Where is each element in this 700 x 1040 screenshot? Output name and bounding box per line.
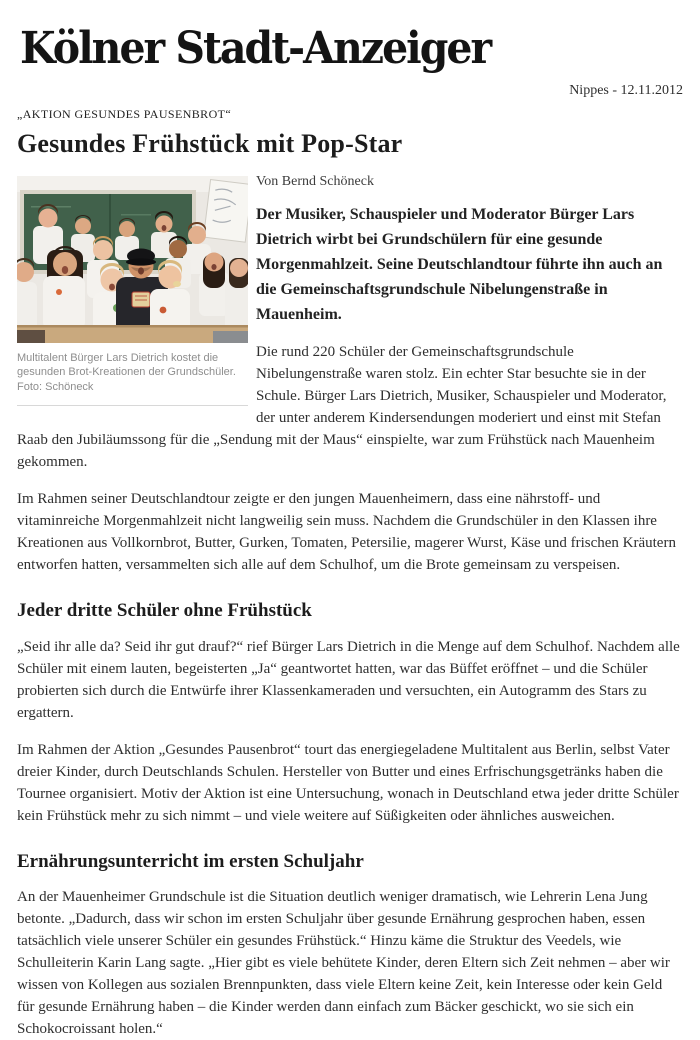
subheading-ernaehrungsunterricht: Ernährungsunterricht im ersten Schuljahr: [17, 850, 364, 872]
article-photo: [17, 176, 248, 343]
lead-paragraph: Der Musiker, Schauspieler und Moderator Bürger Lars Dietrich wirbt bei Grundschülern für eine gesunde Morgenmahlzeit. Seine Deutschlandtour führte ihn auch an die Gemeinschaftsgrundschule Nibelungenstraße in Mauenheim.: [256, 205, 663, 323]
kicker: „AKTION GESUNDES PAUSENBROT“: [17, 106, 232, 121]
byline: Von Bernd Schöneck: [256, 173, 374, 189]
classroom-photo-illustration: [17, 176, 248, 343]
article-figure: [17, 176, 248, 407]
paragraph: Die rund 220 Schüler der Gemeinschaftsgrundschule Nibelungenstraße waren stolz. Ein echter Star besuchte sie in der Schule. Bürger Lars Dietrich, Musiker, Schauspieler und Moderator, der unter anderem Kindersendungen moderiert und einst mit Stefan Raab den Jubiläumssong für die „Sendung mit der Maus“ einspielte, war zum Frühstück nach Mauenheim gekommen.: [17, 343, 667, 470]
photo-caption: Multitalent Bürger Lars Dietrich kostet die gesunden Brot-Kreationen der Grundschüler. Foto: Schöneck: [17, 351, 248, 407]
headline: Gesundes Frühstück mit Pop-Star: [17, 128, 403, 158]
subheading-jeder-dritte-schueler: Jeder dritte Schüler ohne Frühstück: [17, 599, 312, 621]
paragraph: „Seid ihr alle da? Seid ihr gut drauf?“ rief Bürger Lars Dietrich in die Menge auf dem Schulhof. Nachdem alle Schüler mit einem lauten, begeisterten „Ja“ geantwortet hatten, war das Büffet eröffnet – und die Schüler probierten sich durch die Entwürfe ihrer Klassenkameraden und versuchten, ein Autogramm des Stars zu ergattern.: [17, 638, 680, 721]
masthead-row: [17, 0, 683, 74]
dateline: Nippes - 12.11.2012: [569, 83, 683, 99]
paragraph: Im Rahmen seiner Deutschlandtour zeigte er den jungen Mauenheimern, dass eine nährstoff- und vitaminreiche Morgenmahlzeit nicht langweilig sein muss. Nachdem die Grundschüler in den Klassen ihre Kreationen aus Vollkornbrot, Butter, Gurken, Tomaten, Petersilie, magerer Wurst, Käse und frischen Kräutern entworfen hatten, versammelten sich alle auf dem Schulhof, um die Brote gemeinsam zu verspeisen.: [17, 490, 676, 573]
masthead-logo[interactable]: Kölner Stadt-Anzeiger: [20, 21, 491, 74]
page-header: [17, 0, 683, 100]
paragraph: An der Mauenheimer Grundschule ist die Situation deutlich weniger dramatisch, wie Lehrerin Lena Jung betonte. „Dadurch, dass wir schon im ersten Schuljahr über gesunde Ernährung gesprochen haben, essen tatsächlich viele unserer Schüler ein gesundes Frühstück.“ Hinzu käme die Struktur des Veedels, wie Schulleiterin Karin Lang sagte. „Hier gibt es viele behütete Kinder, deren Eltern sich Zeit nehmen – aber wir wissen von Kollegen aus sozialen Brennpunkten, dass viele Eltern keine Zeit, kein Interesse oder kein Geld für gesunde Ernährung haben – die Kinder werden dann einfach zum Bäcker geschickt, wo sie sich ein Schokocroissant holen.“: [17, 889, 670, 1038]
article: [17, 107, 683, 1040]
paragraph: Im Rahmen der Aktion „Gesundes Pausenbrot“ tourt das energiegeladene Multitalent aus Berlin, selbst Vater dreier Kinder, durch Deutschlands Schulen. Hersteller von Butter und eines Erfrischungsgetränks haben die Tournee organisiert. Motiv der Aktion ist eine Untersuchung, wonach in Deutschland etwa jeder dritte Schüler kein Frühstück mehr zu sich nimmt – und viele weitere auf Süßigkeiten oder ähnliches ausweichen.: [17, 741, 679, 824]
